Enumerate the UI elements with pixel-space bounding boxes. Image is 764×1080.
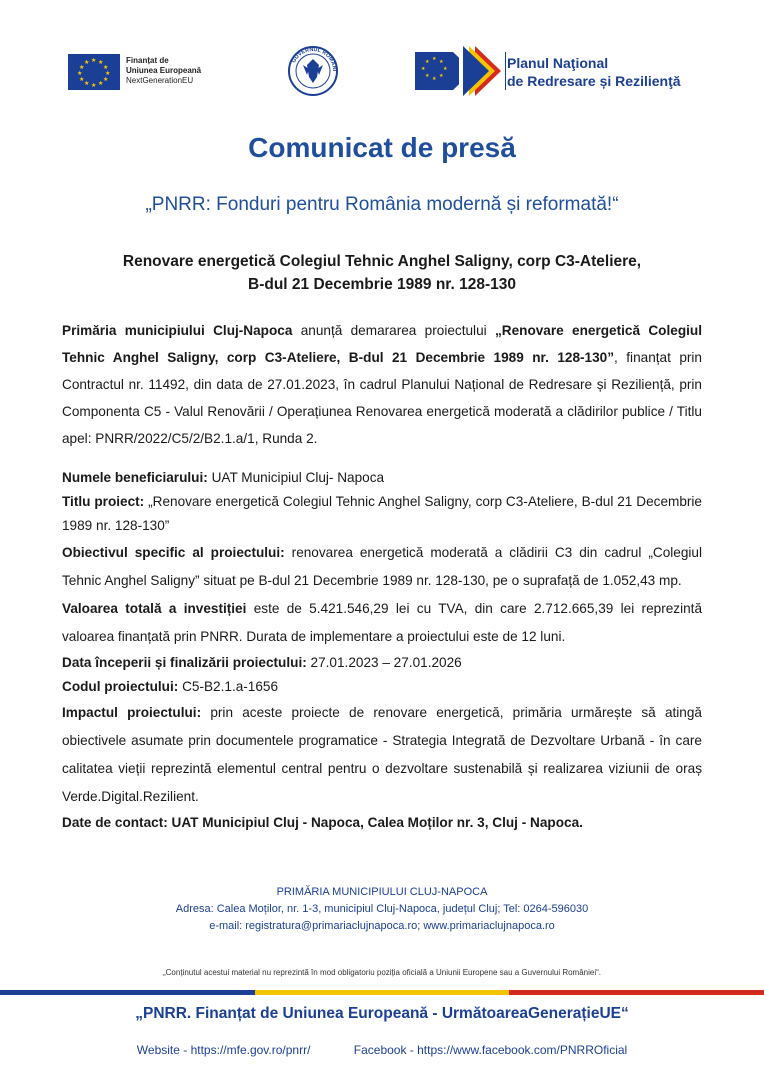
footer-contact [0,884,764,935]
pnrr-logo-icon [415,46,503,96]
svg-text:★: ★ [432,56,437,62]
contact-row: Date de contact: UAT Municipiul Cluj - Napoca, Calea Moților nr. 3, Cluj - Napoca. [62,815,583,831]
svg-text:★: ★ [421,66,426,72]
bottom-slogan: „PNRR. Finanțat de Uniunea Europeană - UrmătoareaGenerațieUE“ [135,1005,629,1022]
value-row: Valoarea totală a investiției este de 5.421.546,29 lei cu TVA, din care 2.712.665,39 lei reprezintă valoarea finanțată prin PNRR. Durata de implementare a proiectului este de 12 luni. [62,600,703,644]
svg-text:★: ★ [425,59,430,65]
project-title: Renovare energetică Colegiul Tehnic Anghel Saligny, corp C3-Ateliere, B-dul 21 Decembrie 1989 nr. 128-130 [122,253,642,293]
svg-text:★: ★ [432,76,437,82]
title-row: Titlu proiect: „Renovare energetică Colegiul Tehnic Anghel Saligny, corp C3-Ateliere, B-dul 21 Decembrie 1989 nr. 128-130” [62,494,702,534]
svg-text:★: ★ [425,73,430,79]
website-link[interactable]: Website - https://mfe.gov.ro/pnrr/ [136,1043,311,1057]
disclaimer: „Conținutul acestui material nu reprezintă în mod obligatoriu poziția oficială a Uniunii Europene sau a Guvernului României“. [162,968,601,977]
page-title: Comunicat de presă [248,132,516,163]
tricolor-divider [0,990,764,995]
pnrr-divider [505,52,506,90]
eu-flag-icon: ★ ★ ★ ★ ★ ★ ★ ★ ★ ★ ★ ★ [68,54,120,90]
footer-address: Adresa: Calea Moților, nr. 1-3, municipiul Cluj-Napoca, județul Cluj; Tel: 0264-596030 [175,903,589,915]
intro-paragraph: Primăria municipiului Cluj-Napoca anunță demararea proiectului „Renovare energetică Colegiul Tehnic Anghel Saligny, corp C3-Ateliere, B-dul 21 Decembrie 1989 nr. 128-130”, finanțat prin Contractul nr. 11492, din data de 27.01.2023, în cadrul Planului Național de Redresare și Reziliență, prin Componenta C5 - Valul Renovării / Operațiunea Renovarea energetică moderată a clădirilor publice / Titlu apel: PNRR/2022/C5/2/B2.1.a/1, Runda 2. [62,323,702,446]
impact-row: Impactul proiectului: prin aceste proiecte de renovare energetică, primăria urmărește să atingă obiectivele asumate prin documentele programatice - Strategia Integrată de Dezvoltare Urbană - în care calitatea vieții reprezintă elementul central pentru o dezvoltare sustenabilă și realizarea viziunii de oraș Verde.Digital.Rezilient. [62,705,702,805]
svg-text:★: ★ [439,59,444,65]
government-seal-icon [287,45,339,97]
beneficiary-row: Numele beneficiarului: UAT Municipiul Cluj- Napoca [62,470,385,485]
svg-text:★: ★ [443,66,448,72]
pnrr-label: Planul Naţional de Redresare și Rezilienţă [507,55,681,89]
project-name: „Renovare energetică Colegiul Tehnic Anghel Saligny, corp C3-Ateliere, B-dul 21 Decembrie 1989 nr. 128-130” [62,323,702,365]
project-details [62,466,702,835]
seal-text: GUVERNUL ROMÂNI [290,46,338,72]
institution-name: Primăria municipiului Cluj-Napoca [62,323,293,338]
footer-links [0,1043,764,1057]
page-subtitle: „PNRR: Fonduri pentru România modernă și reformată!“ [145,194,619,215]
header-logos [0,0,764,110]
facebook-link[interactable]: Facebook - https://www.facebook.com/PNRROficial [353,1043,628,1057]
dates-row: Data începerii și finalizării proiectului: 27.01.2023 – 27.01.2026 [62,654,462,670]
code-row: Codul proiectului: C5-B2.1.a-1656 [62,678,279,694]
eu-funding-label: Finanțat de Uniunea Europeană NextGenerationEU [126,56,202,85]
footer-email: e-mail: registratura@primariaclujnapoca.ro; www.primariaclujnapoca.ro [209,920,555,932]
objective-row: Obiectivul specific al proiectului: renovarea energetică moderată a clădirii C3 din cadrul „Colegiul Tehnic Anghel Saligny” situat pe B-dul 21 Decembrie 1989 nr. 128-130, pe o suprafață de 1.052,43 mp. [62,544,702,588]
footer-org: PRIMĂRIA MUNICIPIULUI CLUJ-NAPOCA [276,886,488,898]
svg-text:★: ★ [439,73,444,79]
